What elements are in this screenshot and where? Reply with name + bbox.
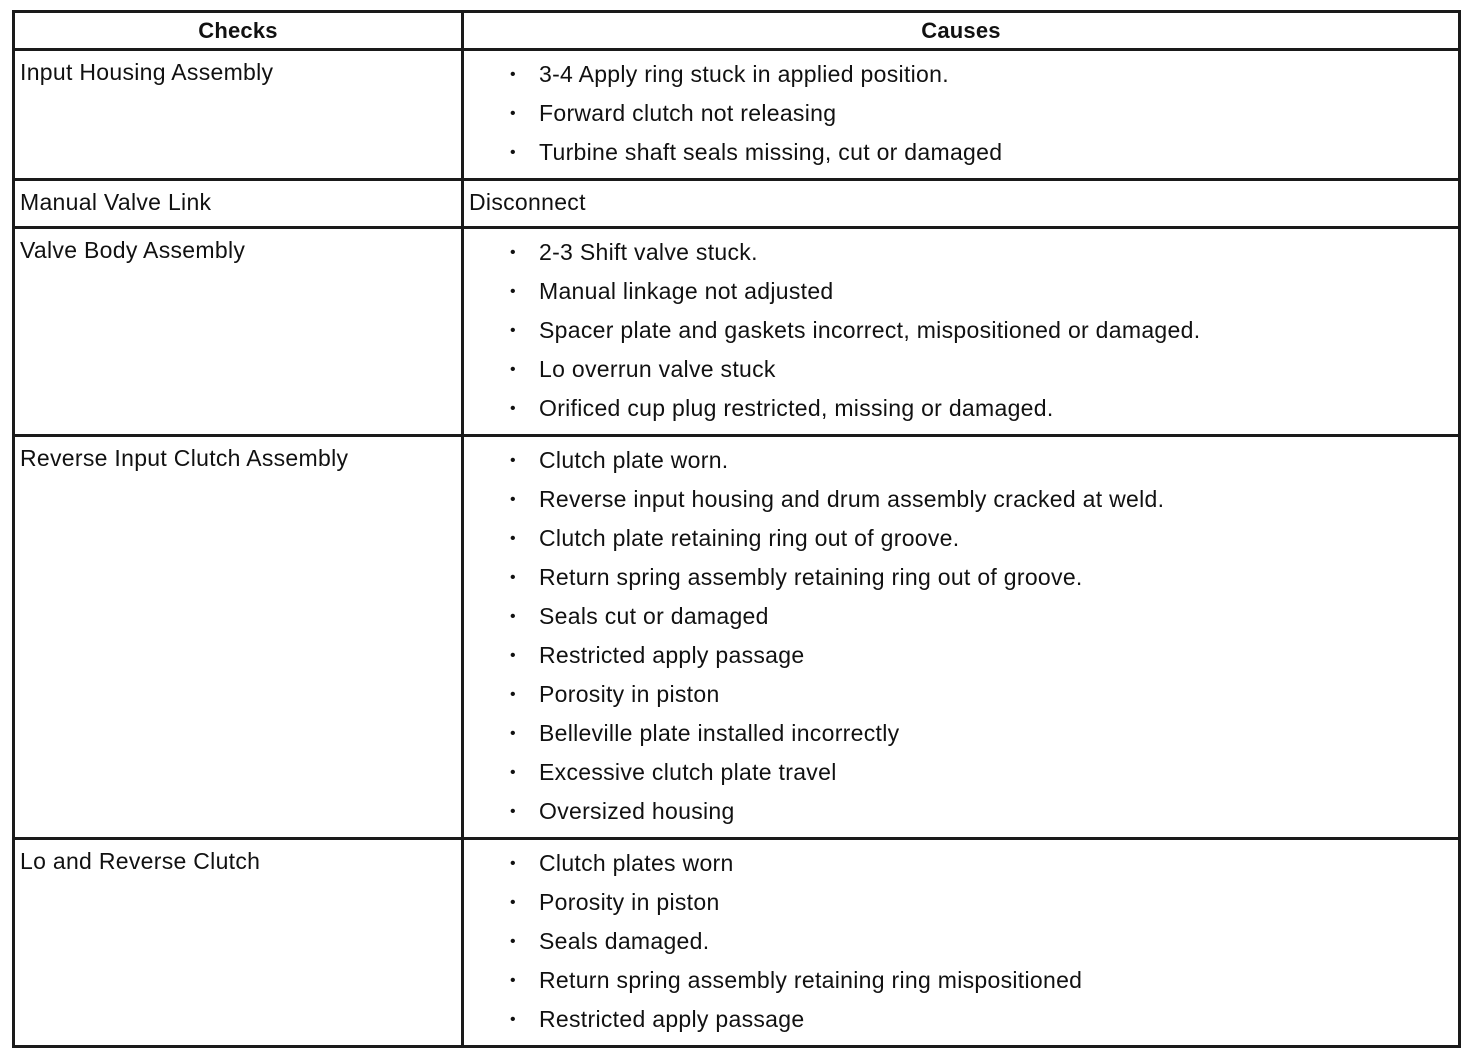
cause-text: Oversized housing [539,798,735,824]
table-row [14,436,1460,839]
check-cell: Input Housing Assembly [14,50,463,180]
cause-item [464,389,1458,428]
cause-item [464,922,1458,961]
cause-text: Restricted apply passage [539,1006,805,1032]
cause-text: Lo overrun valve stuck [539,356,776,382]
cause-text: Seals cut or damaged [539,603,769,629]
cause-item [464,480,1458,519]
cause-text: Porosity in piston [539,681,720,707]
bullet-icon: • [510,361,516,378]
cause-item [464,55,1458,94]
cause-item [464,961,1458,1000]
cause-text: Reverse input housing and drum assembly cracked at weld. [539,486,1165,512]
bullet-icon: • [510,400,516,417]
cause-item [464,233,1458,272]
cause-item [464,133,1458,172]
causes-cell [463,436,1460,839]
diagnosis-table [12,10,1461,1048]
causes-cell [463,50,1460,180]
cause-text: 3-4 Apply ring stuck in applied position. [539,61,949,87]
cause-text: Clutch plate retaining ring out of groove. [539,525,960,551]
cause-item [464,714,1458,753]
cause-item [464,94,1458,133]
check-cell: Manual Valve Link [14,180,463,228]
header-row [14,12,1460,50]
cause-list [464,233,1458,428]
cause-text: Clutch plate worn. [539,447,729,473]
bullet-icon: • [510,1011,516,1028]
bullet-icon: • [510,855,516,872]
table-row [14,228,1460,436]
cause-text: Belleville plate installed incorrectly [539,720,900,746]
table-row [14,180,1460,228]
cause-item [464,558,1458,597]
cause-text: Seals damaged. [539,928,710,954]
cause-text: Orificed cup plug restricted, missing or damaged. [539,395,1054,421]
bullet-icon: • [510,144,516,161]
check-cell: Lo and Reverse Clutch [14,839,463,1047]
cause-text: Disconnect [463,180,1460,228]
bullet-icon: • [510,283,516,300]
cause-item [464,883,1458,922]
bullet-icon: • [510,972,516,989]
bullet-icon: • [510,66,516,83]
cause-text: Return spring assembly retaining ring mispositioned [539,967,1083,993]
cause-text: Clutch plates worn [539,850,734,876]
bullet-icon: • [510,530,516,547]
cause-list [464,844,1458,1039]
cause-item [464,675,1458,714]
bullet-icon: • [510,803,516,820]
cause-item [464,636,1458,675]
bullet-icon: • [510,647,516,664]
cause-list [464,441,1458,831]
bullet-icon: • [510,764,516,781]
cause-item [464,753,1458,792]
bullet-icon: • [510,105,516,122]
causes-column-header: Causes [463,12,1460,50]
table-row [14,50,1460,180]
cause-text: Turbine shaft seals missing, cut or damaged [539,139,1003,165]
bullet-icon: • [510,608,516,625]
bullet-icon: • [510,244,516,261]
cause-item [464,311,1458,350]
bullet-icon: • [510,686,516,703]
bullet-icon: • [510,725,516,742]
cause-item [464,272,1458,311]
cause-item [464,792,1458,831]
checks-column-header: Checks [14,12,463,50]
cause-item [464,597,1458,636]
cause-text: Spacer plate and gaskets incorrect, mispositioned or damaged. [539,317,1201,343]
cause-item [464,350,1458,389]
bullet-icon: • [510,933,516,950]
cause-text: Forward clutch not releasing [539,100,837,126]
bullet-icon: • [510,569,516,586]
cause-item [464,441,1458,480]
bullet-icon: • [510,491,516,508]
cause-item [464,1000,1458,1039]
cause-text: Restricted apply passage [539,642,805,668]
cause-item [464,519,1458,558]
bullet-icon: • [510,452,516,469]
cause-text: 2-3 Shift valve stuck. [539,239,758,265]
cause-text: Return spring assembly retaining ring out of groove. [539,564,1083,590]
bullet-icon: • [510,322,516,339]
check-cell: Valve Body Assembly [14,228,463,436]
causes-cell [463,228,1460,436]
cause-text: Excessive clutch plate travel [539,759,837,785]
causes-cell [463,839,1460,1047]
check-cell: Reverse Input Clutch Assembly [14,436,463,839]
cause-item [464,844,1458,883]
cause-text: Manual linkage not adjusted [539,278,834,304]
cause-text: Porosity in piston [539,889,720,915]
cause-list [464,55,1458,172]
bullet-icon: • [510,894,516,911]
table-row [14,839,1460,1047]
